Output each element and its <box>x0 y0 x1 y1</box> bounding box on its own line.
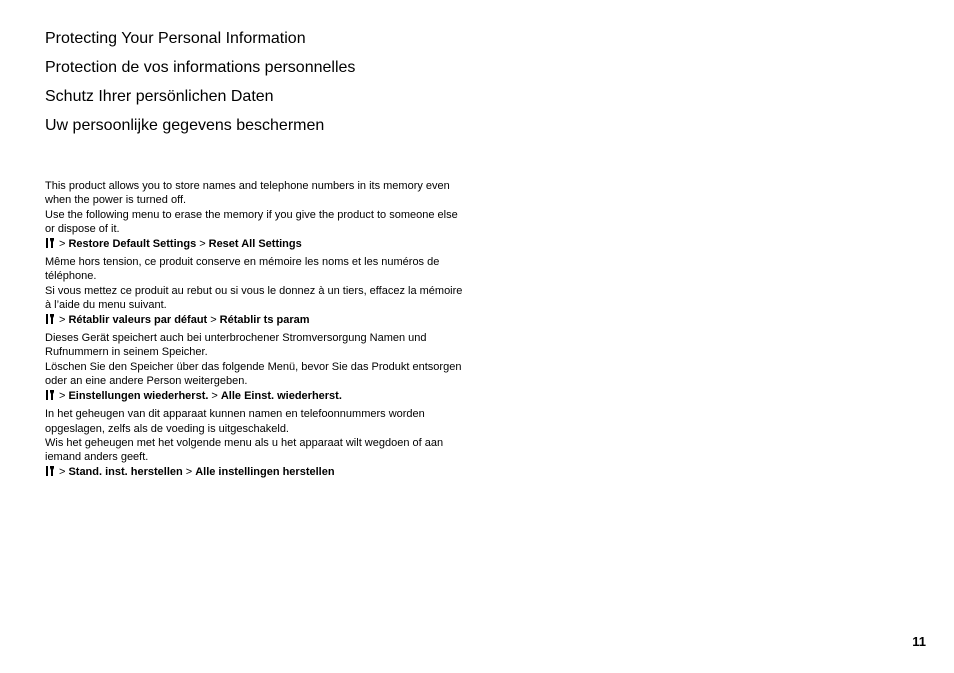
page-title-en: Protecting Your Personal Information <box>45 30 306 47</box>
menu-separator: > <box>59 313 66 326</box>
menu-separator: > <box>210 313 217 326</box>
menu-item: Alle Einst. wiederherst. <box>220 389 342 402</box>
menu-path <box>45 389 470 403</box>
paragraph: Löschen Sie den Speicher über das folgende Menü, bevor Sie das Produkt entsorgen oder an eine andere Person weitergeben. <box>45 360 462 388</box>
menu-separator: > <box>185 465 193 478</box>
page-title-fr: Protection de vos informations personnelles <box>45 59 356 76</box>
body-text <box>45 179 470 483</box>
menu-path <box>45 313 470 327</box>
page-title-nl: Uw persoonlijke gegevens beschermen <box>45 117 325 134</box>
title-block <box>45 24 645 140</box>
paragraph: Use the following menu to erase the memory if you give the product to someone else or dispose of it. <box>45 208 458 236</box>
page-number: 11 <box>912 634 926 649</box>
menu-item: Alle instellingen herstellen <box>195 465 335 478</box>
paragraph: Si vous mettez ce produit au rebut ou si vous le donnez à un tiers, effacez la mémoire à l’aide du menu suivant. <box>45 284 463 312</box>
menu-separator: > <box>59 465 66 478</box>
paragraph: In het geheugen van dit apparaat kunnen namen en telefoonnummers worden opgeslagen, zelfs als de voeding is uitgeschakeld. <box>45 408 425 435</box>
menu-item: Stand. inst. herstellen <box>68 465 183 478</box>
paragraph: Même hors tension, ce produit conserve en mémoire les noms et les numéros de téléphone. <box>45 256 440 283</box>
menu-separator: > <box>199 237 206 250</box>
section-de <box>45 331 470 403</box>
paragraph: Wis het geheugen met het volgende menu als u het apparaat wilt wegdoen of aan iemand anders geeft. <box>45 436 444 464</box>
section-en <box>45 179 470 251</box>
menu-path <box>45 237 470 251</box>
tools-icon <box>45 390 55 400</box>
menu-item: Einstellungen wiederherst. <box>68 389 209 402</box>
page-title-de: Schutz Ihrer persönlichen Daten <box>45 88 274 105</box>
paragraph: This product allows you to store names and telephone numbers in its memory even when the power is turned off. <box>45 180 450 207</box>
menu-separator: > <box>59 389 66 402</box>
menu-path <box>45 465 470 479</box>
tools-icon <box>45 466 55 476</box>
menu-separator: > <box>211 389 218 402</box>
menu-item: Rétablir ts param <box>219 313 310 326</box>
menu-separator: > <box>59 237 66 250</box>
section-nl <box>45 407 470 479</box>
paragraph: Dieses Gerät speichert auch bei unterbrochener Stromversorgung Namen und Rufnummern in seinem Speicher. <box>45 332 427 359</box>
tools-icon <box>45 314 55 324</box>
tools-icon <box>45 238 55 248</box>
menu-item: Restore Default Settings <box>68 237 197 250</box>
menu-item: Reset All Settings <box>208 237 302 250</box>
menu-item: Rétablir valeurs par défaut <box>68 313 208 326</box>
section-fr <box>45 255 470 327</box>
